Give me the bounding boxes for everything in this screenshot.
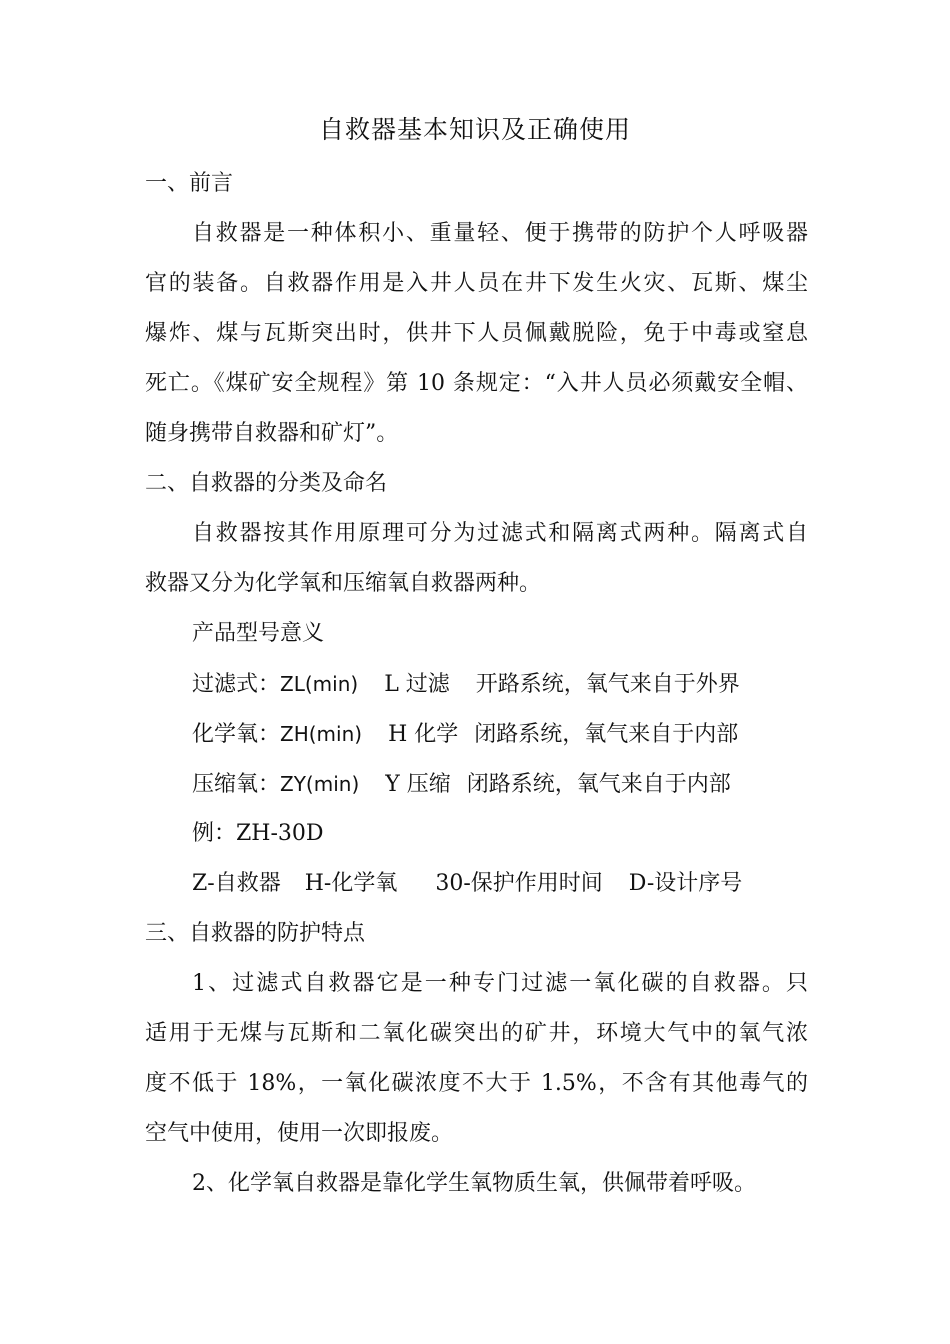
model-desc: 闭路系统，氧气来自于内部 (474, 722, 739, 747)
paragraph-line: 度不低于 18%，一氧化碳浓度不大于 1.5%，不含有其他毒气的 (145, 1071, 808, 1096)
paragraph-line: 2、化学氧自救器是靠化学生氧物质生氧，供佩带着呼吸。 (192, 1171, 756, 1196)
model-letter: L 过滤 (384, 672, 450, 697)
model-row-compressed (192, 768, 731, 801)
section-heading-classification: 二、自救器的分类及命名 (145, 471, 388, 496)
example-part: H-化学氧 (304, 871, 398, 896)
paragraph-line: 死亡。《煤矿安全规程》第 10 条规定：“入井人员必须戴安全帽、 (145, 371, 808, 396)
model-code: ZH(min) (280, 722, 363, 746)
example-part: Z-自救器 (192, 871, 281, 896)
paragraph-line: 爆炸、煤与瓦斯突出时，供井下人员佩戴脱险，免于中毒或窒息 (145, 321, 808, 346)
section-heading-preface: 一、前言 (145, 171, 234, 196)
example-part: 30-保护作用时间 (435, 871, 603, 896)
model-row-chemical (192, 718, 738, 751)
model-label: 过滤式： (192, 672, 281, 697)
paragraph-line: 救器又分为化学氧和压缩氧自救器两种。 (145, 571, 542, 596)
paragraph-line: 空气中使用，使用一次即报废。 (145, 1121, 454, 1146)
model-meaning-label: 产品型号意义 (192, 621, 325, 646)
section-heading-protection: 三、自救器的防护特点 (145, 921, 366, 946)
example-part: D-设计序号 (628, 871, 743, 896)
model-code: ZL(min) (280, 672, 359, 696)
model-desc: 开路系统，氧气来自于外界 (475, 672, 740, 697)
model-label: 化学氧： (192, 722, 281, 747)
model-letter: H 化学 (388, 722, 459, 747)
paragraph-line: 随身携带自救器和矿灯”。 (145, 421, 399, 446)
example-label: 例：ZH-30D (192, 821, 324, 846)
paragraph-line: 自救器是一种体积小、重量轻、便于携带的防护个人呼吸器 (192, 221, 808, 246)
model-row-filter (192, 668, 740, 701)
model-label: 压缩氧： (192, 772, 281, 797)
example-breakdown (192, 868, 742, 900)
paragraph-line: 官的装备。自救器作用是入井人员在井下发生火灾、瓦斯、煤尘 (145, 271, 808, 296)
model-letter: Y 压缩 (385, 772, 451, 797)
model-desc: 闭路系统，氧气来自于内部 (466, 772, 731, 797)
paragraph-line: 适用于无煤与瓦斯和二氧化碳突出的矿井，环境大气中的氧气浓 (145, 1021, 808, 1046)
paragraph-line: 自救器按其作用原理可分为过滤式和隔离式两种。隔离式自 (192, 521, 808, 546)
document-title: 自救器基本知识及正确使用 (318, 115, 631, 144)
model-code: ZY(min) (280, 772, 360, 796)
paragraph-line: 1、过滤式自救器它是一种专门过滤一氧化碳的自救器。只 (192, 971, 808, 996)
